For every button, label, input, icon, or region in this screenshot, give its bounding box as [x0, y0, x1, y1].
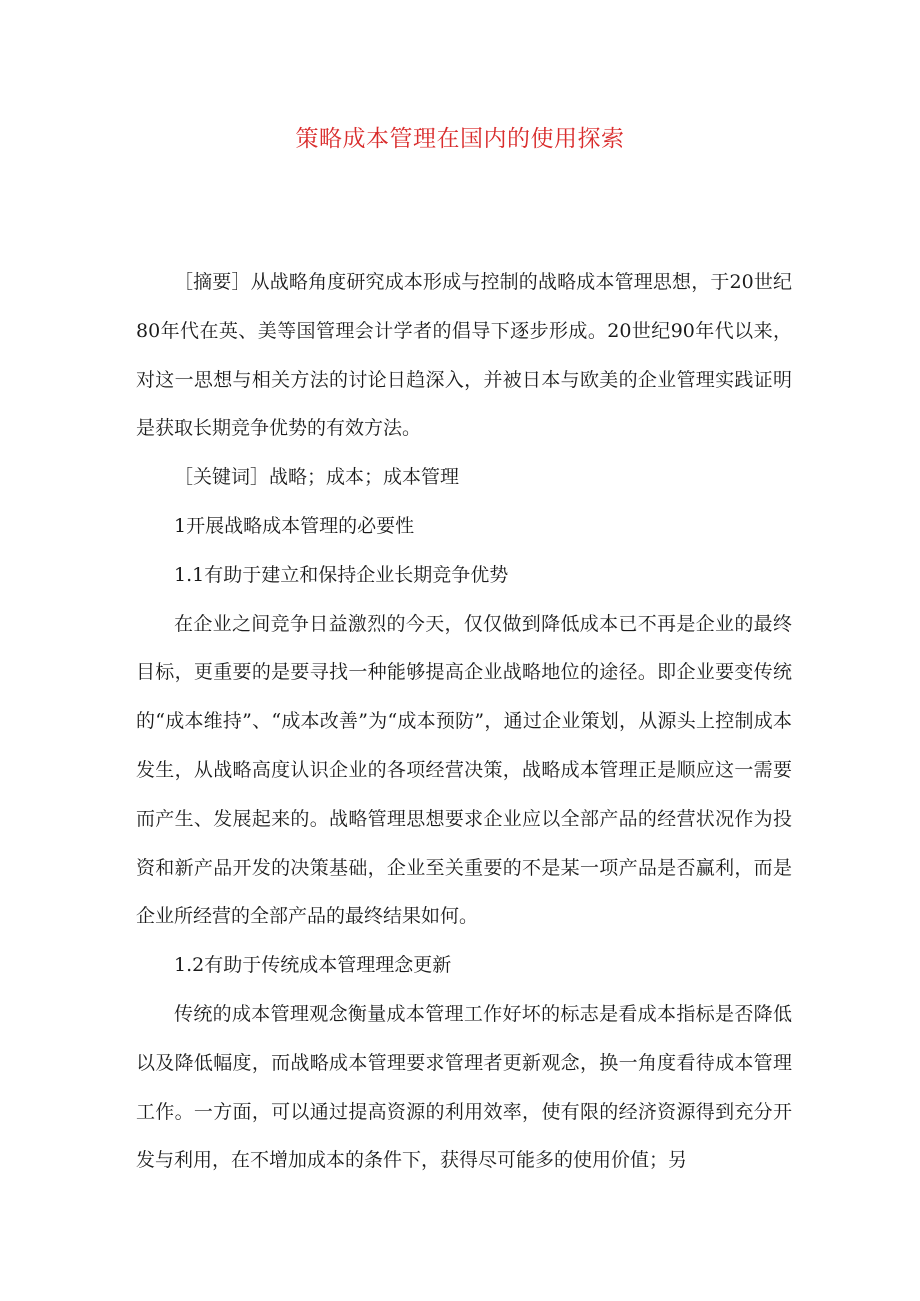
section-1-1-paragraph: 在企业之间竞争日益激烈的今天，仅仅做到降低成本已不再是企业的最终目标，更重要的是要寻找一种能够提高企业战略地位的途径。即企业要变传统的“成本维持”、“成本改善”为“成本预防”，通过企业策划，从源头上控制成本发生，从战略高度认识企业的各项经营决策，战略成本管理正是顺应这一需要而产生、发展起来的。战略管理思想要求企业应以全部产品的经营状况作为投资和新产品开发的决策基础，企业至关重要的不是某一项产品是否赢利，而是企业所经营的全部产品的最终结果如何。: [136, 612, 792, 928]
keywords-line: ［关键词］战略；成本；成本管理: [174, 466, 460, 489]
section-1-heading: 1开展战略成本管理的必要性: [174, 514, 415, 537]
document-body: [136, 258, 792, 1185]
abstract-paragraph: ［摘要］从战略角度研究成本形成与控制的战略成本管理思想，于20世纪80年代在英、美等国管理会计学者的倡导下逐步形成。20世纪90年代以来，对这一思想与相关方法的讨论日趋深入，并被日本与欧美的企业管理实践证明是获取长期竞争优势的有效方法。: [136, 271, 792, 440]
section-1-1-heading: 1.1有助于建立和保持企业长期竞争优势: [174, 563, 509, 586]
section-1-2-heading: 1.2有助于传统成本管理理念更新: [174, 954, 452, 977]
section-1-2-paragraph: 传统的成本管理观念衡量成本管理工作好坏的标志是看成本指标是否降低以及降低幅度，而战略成本管理要求管理者更新观念，换一角度看待成本管理工作。一方面，可以通过提高资源的利用效率，使有限的经济资源得到充分开发与利用，在不增加成本的条件下，获得尽可能多的使用价值；另: [136, 1002, 792, 1172]
document-title: 策略成本管理在国内的使用探索: [295, 126, 625, 152]
